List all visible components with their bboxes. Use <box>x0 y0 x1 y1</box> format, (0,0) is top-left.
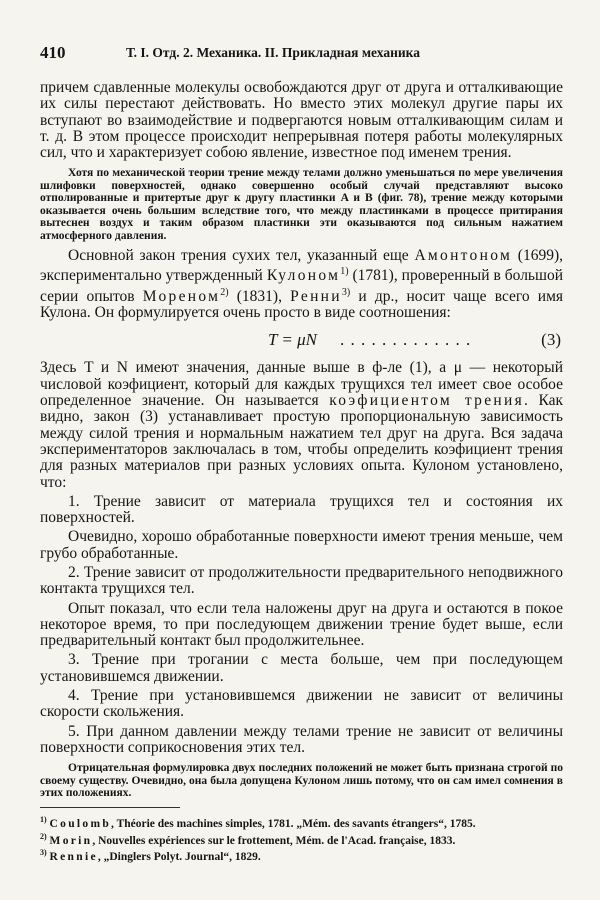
footnote-ref-1: 1) <box>340 266 349 278</box>
footnote-divider <box>40 807 180 808</box>
page-number: 410 <box>40 43 66 62</box>
name-morin: Мореном <box>142 287 221 305</box>
footnote-1: $^{1)}$ Coulomb, Théorie des machines simples, 1781. „Mém. des savants étrangers“, 1785. <box>40 815 476 831</box>
footnote-ref-2: 2) <box>220 286 229 298</box>
term-friction-coefficient: коэфициентом трения <box>329 392 525 410</box>
list-item: 2. Трение зависит от продолжительности предварительного неподвижного контакта трущихся тел. <box>40 563 563 598</box>
footnote-ref-3: 3) <box>341 286 351 298</box>
small-print-note-1: Хотя по механической теории трение между телами должно уменьшаться по мере увеличения шлифовки поверхностей, однако совершенно особый случай представляют высоко отполированные и притертые друг к другу пластинки A и B (фиг. 78), трение между которыми оказывается очень большим вследствие того, что между пластинками в процессе притирания вытеснен воздух и таким образом пластинки эти оказываются под сильным нажатием атмосферного давления. <box>40 167 563 242</box>
name-amonton: Амонтоном <box>414 246 513 264</box>
formula-number: (3) <box>541 330 561 350</box>
formula-3 <box>40 327 563 353</box>
list-item: 1. Трение зависит от материала трущихся тел и состояния их поверхностей. <box>40 492 563 527</box>
list-item: Очевидно, хорошо обработанные поверхности имеют трения меньше, чем грубо обработанные. <box>40 528 563 562</box>
page-content <box>40 80 563 864</box>
formula-leader-dots: . . . . . . . . . . . . . <box>340 330 472 350</box>
running-title: Т. I. Отд. 2. Механика. II. Прикладная механика <box>126 45 420 60</box>
paragraph-continuation: причем сдавленные молекулы освобождаются друг от друга и отталкивающие их силы перестают действовать. Но вместо этих молекул другие пары их вступают во взаимодействие и подвергаются новым отталкивающим силам и т. д. В этом процессе происходит непрерывная потеря работы молекулярных сил, что и характеризует собою явление, известное под именем трения. <box>40 79 563 162</box>
list-item: 3. Трение при трогании с места больше, чем при последующем установившемся движении. <box>40 651 563 685</box>
paragraph-coefficient: Здесь T и N имеют значения, данные выше в ф-ле (1), а μ — некоторый числовой коэфициент, который для каждых трущихся тел имеет свое особое определенное значение. Он называется коэфициентом трения. Как видно, закон (3) устанавливает простую пропорциональную зависимость между силой трения и нормальным нажатием тел друг на друга. Вся задача экспериментаторов заключалась в том, чтобы определить коэфициент трения для разных материалов при разных условиях опыта. Кулоном установлено, что: <box>40 359 563 491</box>
list-item: Опыт показал, что если тела наложены друг на друга и остаются в покое некоторое время, то при последующем движении трение будет выше, если предварительный контакт был продолжительнее. <box>40 599 563 650</box>
name-coulomb: Кулоном <box>266 267 341 285</box>
list-item: 4. Трение при установившемся движении не зависит от величины скорости скольжения. <box>40 687 563 721</box>
small-print-note-2: Отрицательная формулировка двух последних положений не может быть признана строгой по своему существу. Очевидно, она была допущена Кулоном лишь потому, что он сам имел сомнения в этих положениях. <box>40 762 563 800</box>
footnote-3: $^{3)}$ Rennie, „Dinglers Polyt. Journal“, 1829. <box>40 848 261 864</box>
page-header <box>40 43 565 65</box>
list-item: 5. При данном давлении между телами трение не зависит от величины поверхности соприкосновения этих тел. <box>40 722 563 756</box>
paragraph-coulomb-law: Основной закон трения сухих тел, указанный еще Амонтоном (1699), экспериментально утвержденный Кулоном$^{1)}$ (1781), проверенный в большой серии опытов Мореном$^{2)}$ (1831), Ренни$^{3)}$ и др., носит чаще всего имя Кулона. Он формулируется очень просто в виде соотношения: <box>40 246 564 322</box>
name-rennie: Ренни <box>290 287 342 305</box>
footnote-2: $^{2)}$ Morin, Nouvelles expériences sur le frottement, Mém. de l'Acad. française, 1833. <box>40 831 456 847</box>
formula-expression: T = μN <box>268 330 317 350</box>
